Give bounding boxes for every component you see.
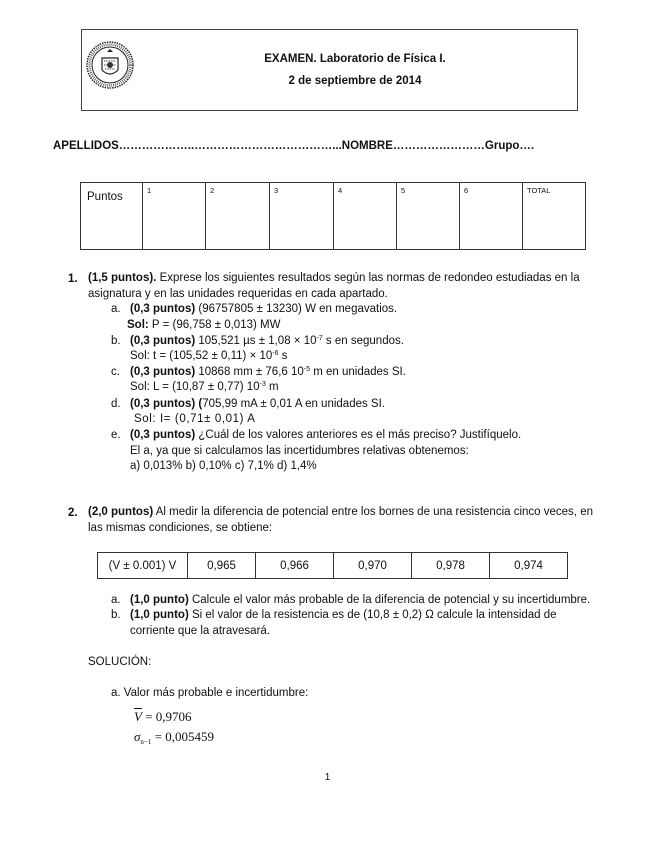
voltage-value-2: 0,966 (256, 553, 334, 579)
q1c-sol-b: m (265, 381, 279, 393)
q1c-exp2: -3 (259, 381, 266, 388)
points-label: Puntos (81, 183, 143, 250)
q2b-text-line2: corriente que la atravesará. (130, 625, 270, 637)
q1d-text (130, 397, 385, 413)
q2b-text (130, 608, 557, 624)
q1a-letter: a. (111, 303, 121, 315)
mean-v-symbol: $\overline{V}$ (134, 709, 142, 724)
q1c-exp1: -5 (303, 366, 311, 373)
q1b-text (130, 334, 404, 350)
q1b-exp2: -6 (272, 350, 279, 357)
q1b-solution (130, 349, 287, 365)
q2-text-a: Al medir la diferencia de potencial entre los bornes de una resistencia cinco veces, en (153, 506, 593, 518)
formula-sigma (134, 729, 214, 746)
q1-points: (1,5 puntos). (88, 272, 157, 284)
q1b-statement-b: s en segundos. (322, 335, 404, 347)
points-table-row (81, 183, 586, 250)
q2-points: (2,0 puntos) (88, 506, 154, 518)
q2a-points: (1,0 punto) (130, 594, 189, 606)
q1e-answer-line: El a, ya que si calculamos las incertidumbres relativas obtenemos: (130, 445, 469, 457)
voltage-table (97, 552, 568, 579)
points-cell-total[interactable]: TOTAL (523, 183, 586, 250)
q1a-points: (0,3 puntos) (130, 303, 196, 315)
q2-text-line2: las mismas condiciones, se obtiene: (88, 522, 273, 534)
university-seal-icon (85, 40, 135, 90)
formula-mean-voltage (134, 709, 192, 725)
mean-v-value: = 0,9706 (141, 709, 192, 724)
page-number: 1 (324, 772, 331, 783)
q1b-exp1: -7 (316, 335, 323, 342)
solution-a: a. Valor más probable e incertidumbre: (111, 687, 309, 699)
q1-number: 1. (68, 273, 78, 285)
q1e-statement: ¿Cuál de los valores anteriores es el más preciso? Justifíquelo. (195, 429, 522, 441)
q1c-statement-a: 10868 mm ± 76,6 10 (195, 366, 304, 378)
q1a-sol-value: P = (96,758 ± 0,013) MW (148, 319, 281, 331)
q1c-points: (0,3 puntos) (130, 366, 196, 378)
solution-label: SOLUCIÓN: (88, 656, 152, 668)
q1b-points: (0,3 puntos) (130, 335, 196, 347)
q2a-letter: a. (111, 594, 121, 606)
q1c-statement-b: m en unidades SI. (310, 366, 406, 378)
header-box (81, 29, 578, 111)
q2-text-line1 (88, 505, 593, 521)
q1e-letter: e. (111, 429, 121, 441)
q1e-text (130, 428, 521, 444)
q1d-points: (0,3 puntos) ( (130, 398, 203, 410)
points-cell-2[interactable]: 2 (206, 183, 270, 250)
points-cell-4[interactable]: 4 (334, 183, 397, 250)
points-cell-3[interactable]: 3 (270, 183, 334, 250)
q2b-statement: Si el valor de la resistencia es de (10,8 ± 0,2) Ω calcule la intensidad de (188, 609, 557, 621)
voltage-table-row (98, 553, 568, 579)
voltage-value-5: 0,974 (490, 553, 568, 579)
sigma-value: = 0,005459 (151, 729, 214, 744)
student-name-line: APELLIDOS………………..………………………………...NOMBRE……………………Grupo…. (53, 140, 535, 152)
points-cell-5[interactable]: 5 (397, 183, 460, 250)
q1d-statement: 705,99 mA ± 0,01 A en unidades SI. (202, 398, 385, 410)
q1-text-a: Exprese los siguientes resultados según las normas de redondeo estudiadas en la (156, 272, 580, 284)
q2-number: 2. (68, 507, 78, 519)
voltage-value-4: 0,978 (412, 553, 490, 579)
points-cell-1[interactable]: 1 (143, 183, 206, 250)
voltage-value-3: 0,970 (334, 553, 412, 579)
q1a-text (130, 302, 397, 318)
q2b-points: (1,0 punto) (130, 609, 189, 621)
sigma-symbol: σ (134, 729, 141, 744)
points-table (80, 182, 586, 250)
q1c-solution (130, 380, 279, 396)
q1c-text (130, 365, 406, 381)
q1a-solution (127, 318, 280, 334)
q1b-letter: b. (111, 335, 121, 347)
q2b-letter: b. (111, 609, 121, 621)
exam-title: EXAMEN. Laboratorio de Física I. (264, 53, 446, 65)
q1c-letter: c. (111, 366, 120, 378)
q1e-points: (0,3 puntos) (130, 429, 196, 441)
voltage-value-1: 0,965 (188, 553, 256, 579)
q1b-sol-b: s (278, 350, 288, 362)
q2a-statement: Calcule el valor más probable de la diferencia de potencial y su incertidumbre. (188, 594, 591, 606)
q1-text-line2: asignatura y en las unidades requeridas en cada apartado. (88, 288, 388, 300)
q1b-sol-a: Sol: t = (105,52 ± 0,11) × 10 (130, 350, 273, 362)
voltage-header: (V ± 0.001) V (98, 553, 188, 579)
q1d-solution: Sol: I= (0,71± 0,01) A (134, 413, 256, 425)
sigma-subscript: n−1 (140, 738, 152, 746)
q1e-relative-uncertainties: a) 0,013% b) 0,10% c) 7,1% d) 1,4% (130, 460, 317, 472)
q1b-statement-a: 105,521 µs ± 1,08 × 10 (195, 335, 317, 347)
exam-date: 2 de septiembre de 2014 (288, 75, 422, 87)
q1a-sol-label: Sol: (127, 319, 149, 331)
q1-text-line1 (88, 271, 580, 287)
q1d-letter: d. (111, 398, 121, 410)
q1c-sol-a: Sol: L = (10,87 ± 0,77) 10 (130, 381, 260, 393)
q2a-text (130, 593, 590, 609)
points-cell-6[interactable]: 6 (460, 183, 523, 250)
q1a-statement: (96757805 ± 13230) W en megavatios. (195, 303, 398, 315)
